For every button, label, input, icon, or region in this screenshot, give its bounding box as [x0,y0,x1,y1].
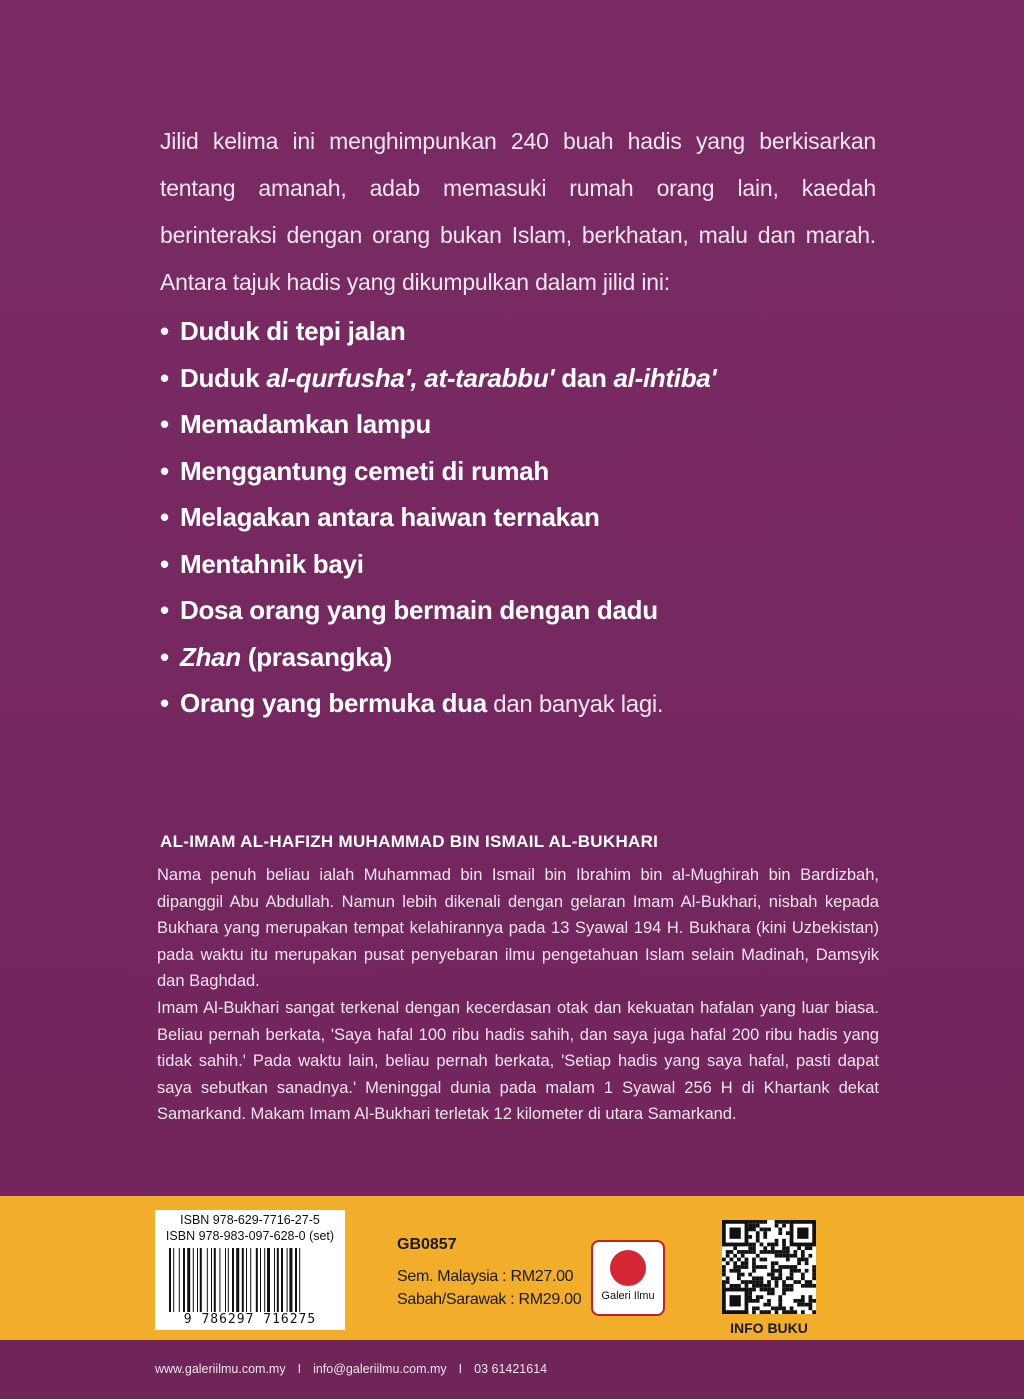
bullet-icon: • [160,641,169,672]
price-east: Sabah/Sarawak : RM29.00 [397,1291,582,1308]
website-link[interactable]: www.galeriilmu.com.my [155,1362,286,1376]
bullet-icon: • [160,502,169,532]
bullet-icon: • [160,595,169,625]
author-heading: AL-IMAM AL-HAFIZH MUHAMMAD BIN ISMAIL AL-BUKHARI [160,832,659,851]
intro-paragraph: Jilid kelima ini menghimpunkan 240 buah hadis yang berkisarkan tentang amanah, adab memasuki rumah orang lain, kaedah berinteraksi dengan orang bukan Islam, berkhatan, malu dan marah. Antara tajuk hadis yang dikumpulkan dalam jilid ini: [160,128,876,295]
bullet-icon: • [160,409,169,439]
bullet-icon: • [160,688,169,718]
topic-item: • Mentahnik bayi [160,541,716,588]
publisher-name: Galeri Ilmu [601,1290,655,1302]
barcode-number: 9 786297 716275 [183,1312,317,1327]
isbn-set-line: ISBN 978-983-097-628-0 (set) [165,1229,335,1243]
topic-item: • Duduk di tepi jalan [160,308,716,355]
logo-icon [610,1250,646,1286]
qr-label: INFO BUKU [730,1320,808,1336]
product-code: GB0857 [397,1236,457,1253]
barcode-label [155,1210,345,1330]
bullet-icon: • [160,316,169,346]
bullet-icon: • [160,548,169,579]
topic-item: • Menggantung cemeti di rumah [160,448,716,495]
topic-list [160,308,716,727]
isbn-line: ISBN 978-629-7716-27-5 [180,1213,320,1227]
topic-item: • Dosa orang yang bermain dengan dadu [160,587,716,634]
phone-number: 03 61421614 [474,1362,548,1376]
author-bio [157,862,879,1128]
topic-item: • Melagakan antara haiwan ternakan [160,494,716,541]
qr-code-icon[interactable] [722,1220,816,1314]
bullet-icon: • [160,455,169,486]
topic-item: • Memadamkan lampu [160,401,716,448]
bio-paragraph: Nama penuh beliau ialah Muhammad bin Ismail bin Ibrahim bin al-Mughirah bin Bardizbah, dipanggil Abu Abdullah. Namun lebih dikenali dengan gelaran Imam Al-Bukhari, nisbah kepada Bukhara yang merupakan tempat kelahirannya pada 13 Syawal 194 H. Bukhara (kini Uzbekistan) pada waktu itu merupakan pusat penyebaran ilmu pengetahuan Islam selain Madinah, Damsyik dan Baghdad. [157,866,879,991]
publisher-logo [591,1240,665,1316]
footer-contact: www.galeriilmu.com.my I info@galeriilmu.com.my I 03 61421614 [155,1362,548,1376]
bio-paragraph: Imam Al-Bukhari sangat terkenal dengan kecerdasan otak dan kekuatan hafalan yang luar biasa. Beliau pernah berkata, 'Saya hafal 100 ribu hadis sahih, dan saya juga hafal 200 ribu hadis yang tidak sahih.' Pada waktu lain, beliau pernah berkata, 'Setiap hadis yang saya hafal, pasti dapat saya sebutkan sanadnya.' Meninggal dunia pada malam 1 Syawal 256 H di Khartank dekat Samarkand. Makam Imam Al-Bukhari terletak 12 kilometer di utara Samarkand. [157,998,879,1124]
barcode-icon [169,1248,335,1312]
topic-item: • Orang yang bermuka dua dan banyak lagi. [160,680,716,727]
email-link[interactable]: info@galeriilmu.com.my [313,1362,447,1376]
topic-item: • Duduk al-qurfusha', at-tarabbu' dan al-ihtiba' [160,355,716,402]
price-peninsular: Sem. Malaysia : RM27.00 [397,1268,574,1285]
bullet-icon: • [160,362,169,393]
topic-item: • Zhan (prasangka) [160,634,716,681]
